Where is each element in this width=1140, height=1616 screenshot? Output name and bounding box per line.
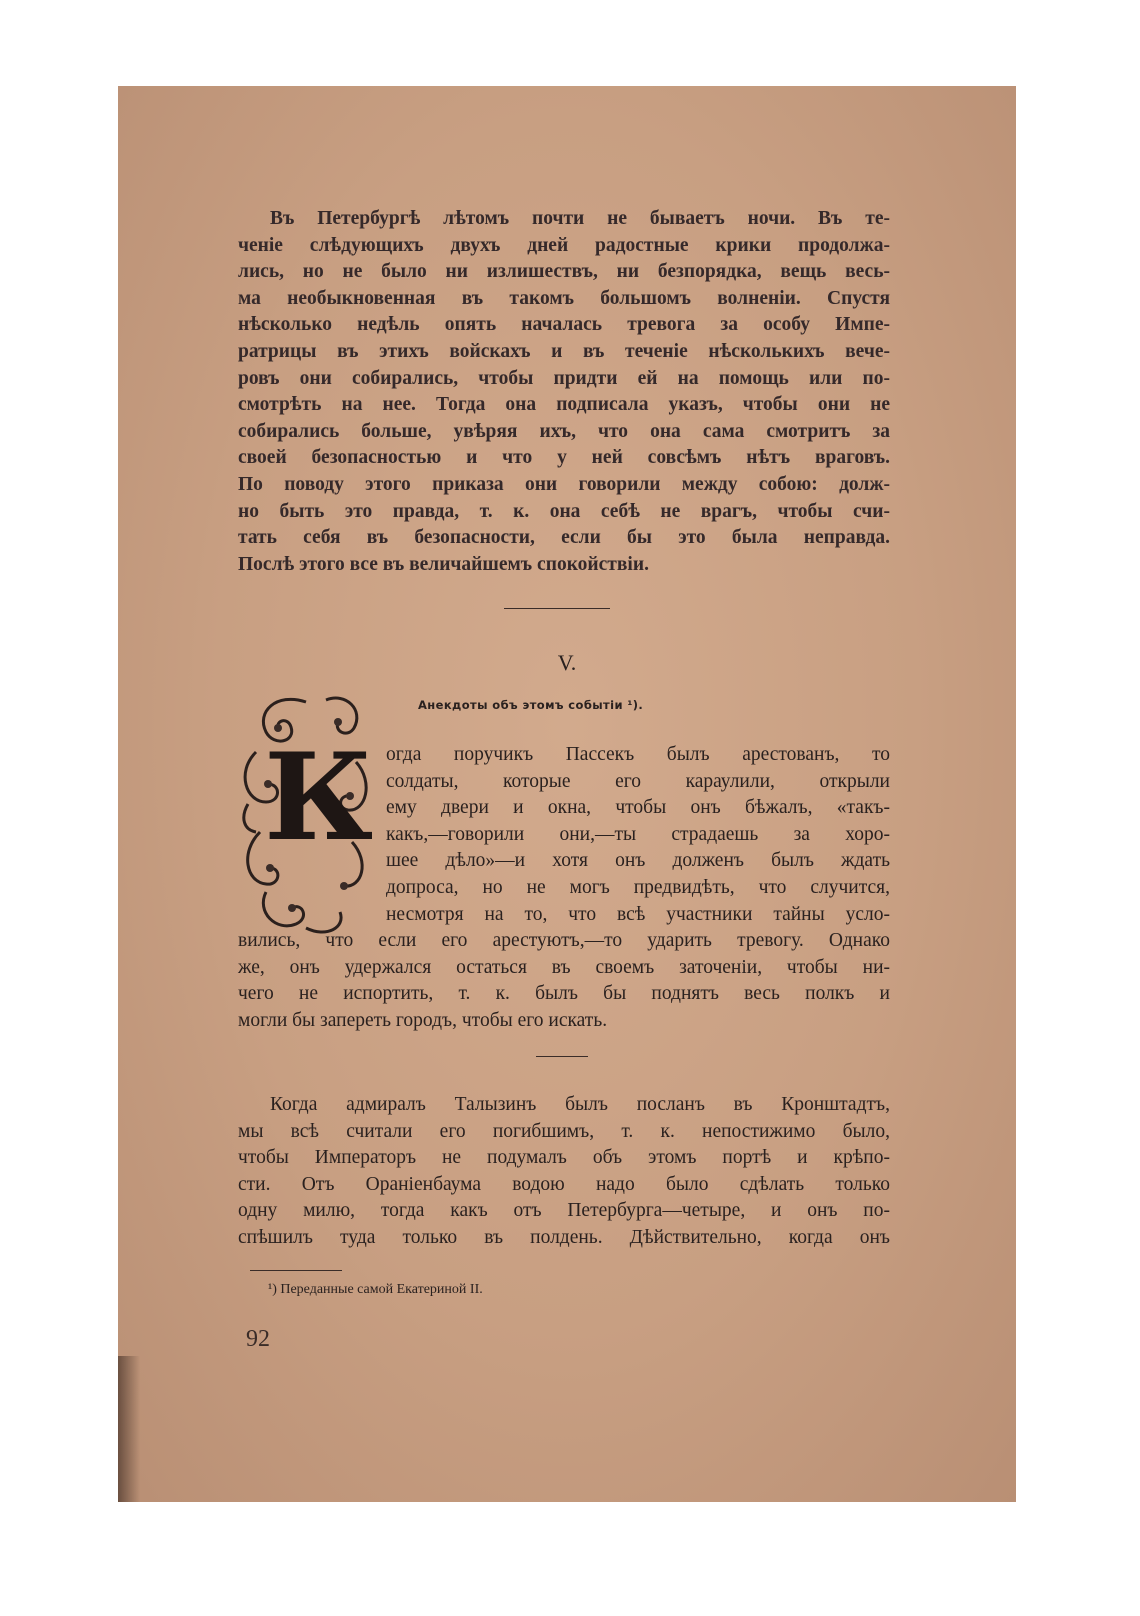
text-line: спѣшилъ туда только въ полдень. Дѣйствительно, когда онъ [238, 1226, 890, 1248]
text-line: ратрицы въ этихъ войскахъ и въ теченіе нѣсколькихъ вече- [238, 340, 890, 362]
text-line: вились, что если его арестуютъ,—то ударить тревогу. Однако [238, 930, 890, 951]
text-line: тать себя въ безопасности, если бы это была неправда. [238, 527, 890, 549]
page-number: 92 [246, 1326, 270, 1352]
text-line: Послѣ этого все въ величайшемъ спокойствіи. [238, 553, 649, 575]
text-line: собирались больше, увѣряя ихъ, что она сама смотритъ за [238, 420, 890, 442]
scanned-page [118, 86, 1016, 1502]
text-line: солдаты, которые его караулили, открыли [386, 770, 890, 792]
text-line: шее дѣло»—и хотя онъ долженъ былъ ждать [386, 850, 890, 872]
text-line: Въ Петербургѣ лѣтомъ почти не бываетъ ночи. Въ те- [270, 208, 890, 229]
paragraph-2-continuation [238, 928, 890, 1034]
text-line: мы всѣ считали его погибшимъ, т. к. непостижимо было, [238, 1120, 890, 1142]
text-line: нѣсколько недѣль опять началась тревога за особу Импе- [238, 314, 890, 336]
text-line: несмотря на то, что всѣ участники тайны усло- [386, 903, 890, 925]
text-line: ченіе слѣдующихъ двухъ дней радостные крики продолжа- [238, 234, 890, 256]
paragraph-3 [238, 1092, 890, 1252]
footnote: ¹) Переданные самой Екатериной II. [268, 1282, 483, 1297]
paragraph-2-beside-dropcap [386, 742, 890, 928]
text-line: своей безопасностью и что у ней совсѣмъ нѣтъ враговъ. [238, 447, 890, 469]
text-line: допроса, но не могъ предвидѣть, что случится, [386, 876, 890, 898]
text-line: огда поручикъ Пассекъ былъ арестованъ, то [386, 744, 890, 765]
section-divider [504, 608, 610, 609]
paragraph-1 [238, 206, 890, 578]
text-line: могли бы запереть городъ, чтобы его искать. [238, 1009, 608, 1031]
short-divider [536, 1056, 588, 1057]
text-line: лись, но не было ни излишествъ, ни безпорядка, вещь весь- [238, 261, 890, 283]
footnote-rule [250, 1270, 342, 1271]
text-line: же, онъ удержался остаться въ своемъ заточеніи, чтобы ни- [238, 956, 890, 978]
text-line: ма необыкновенная въ такомъ большомъ волненіи. Спустя [238, 287, 890, 309]
section-number: V. [557, 650, 577, 675]
dropcap-letter: К [264, 727, 374, 868]
text-line: чтобы Императоръ не подумалъ объ этомъ портѣ и крѣпо- [238, 1147, 890, 1169]
text-line: По поводу этого приказа они говорили между собою: долж- [238, 473, 890, 495]
section-title: Анекдоты объ этомъ событіи ¹). [418, 698, 644, 712]
text-line: сти. Отъ Ораніенбаума водою надо было сдѣлать только [238, 1173, 890, 1195]
text-line: ровъ они собирались, чтобы придти ей на помощь или по- [238, 367, 890, 389]
text-line: но быть это правда, т. к. она себѣ не врагъ, чтобы счи- [238, 500, 890, 522]
text-line: чего не испортить, т. к. былъ бы поднятъ весь полкъ и [238, 983, 890, 1005]
ornamental-dropcap [236, 692, 376, 940]
text-line: одну милю, тогда какъ отъ Петербурга—четыре, и онъ по- [238, 1200, 890, 1222]
text-line: смотрѣть на нее. Тогда она подписала указъ, чтобы они не [238, 394, 890, 416]
text-line: какъ,—говорили они,—ты страдаешь за хоро- [386, 823, 890, 845]
scan-edge-shadow [118, 1356, 140, 1502]
text-line: Когда адмиралъ Талызинъ былъ посланъ въ Кронштадтъ, [270, 1094, 890, 1115]
text-line: ему двери и окна, чтобы онъ бѣжалъ, «такъ- [386, 797, 890, 819]
